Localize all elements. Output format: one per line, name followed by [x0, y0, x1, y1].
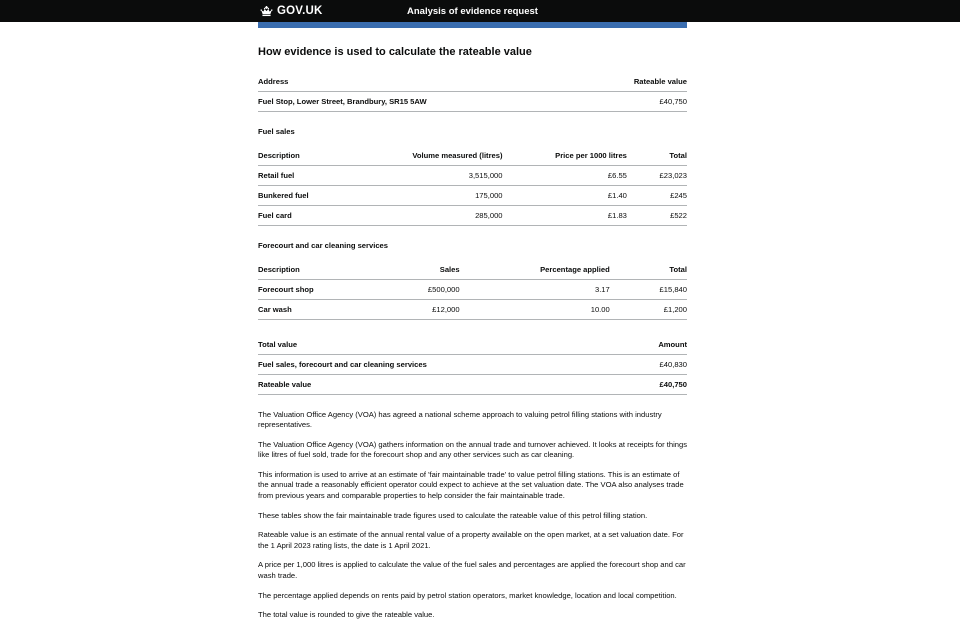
total-cell: £15,840 [610, 280, 687, 300]
volume-cell: 285,000 [387, 206, 503, 226]
table-row [258, 166, 687, 186]
table-row [258, 280, 687, 300]
column-header-volume: Volume measured (litres) [387, 146, 503, 166]
description-cell: Fuel card [258, 206, 387, 226]
table-row [258, 375, 687, 395]
column-header-percentage: Percentage applied [460, 260, 610, 280]
table-row [258, 92, 687, 112]
volume-cell: 175,000 [387, 186, 503, 206]
fuel-sales-table [258, 127, 687, 226]
description-cell: Retail fuel [258, 166, 387, 186]
rateable-value-amount-cell: £40,750 [558, 375, 687, 395]
description-cell: Forecourt shop [258, 280, 387, 300]
rateable-value-cell: £40,750 [558, 92, 687, 112]
table-row [258, 206, 687, 226]
column-header-description: Description [258, 260, 387, 280]
percentage-cell: 10.00 [460, 300, 610, 320]
total-label-cell: Fuel sales, forecourt and car cleaning services [258, 355, 558, 375]
table-row [258, 300, 687, 320]
price-cell: £6.55 [503, 166, 627, 186]
price-cell: £1.40 [503, 186, 627, 206]
description-cell: Car wash [258, 300, 387, 320]
fuel-sales-caption: Fuel sales [258, 127, 295, 136]
column-header-total-value: Total value [258, 335, 558, 355]
explanatory-paragraph: The Valuation Office Agency (VOA) gathers information on the annual trade and turnover achieved. It looks at receipts for things like litres of fuel sold, trade for the forecourt shop and any other services such as car cleaning. [258, 440, 688, 460]
column-header-total: Total [627, 146, 687, 166]
column-header-description: Description [258, 146, 387, 166]
address-table [258, 72, 687, 112]
column-header-amount: Amount [558, 335, 687, 355]
total-value-table [258, 335, 687, 395]
description-cell: Bunkered fuel [258, 186, 387, 206]
main-content [258, 28, 687, 630]
total-cell: £245 [627, 186, 687, 206]
price-cell: £1.83 [503, 206, 627, 226]
table-header-row [258, 146, 687, 166]
header-inner [258, 0, 687, 22]
column-header-total: Total [610, 260, 687, 280]
explanatory-paragraph: These tables show the fair maintainable trade figures used to calculate the rateable value of this petrol filling station. [258, 510, 648, 520]
explanatory-paragraph: A price per 1,000 litres is applied to calculate the value of the fuel sales and percentages are applied the forecourt shop and car wash trade. [258, 560, 686, 580]
total-cell: £1,200 [610, 300, 687, 320]
column-header-address: Address [258, 72, 558, 92]
page-title: How evidence is used to calculate the rateable value [258, 46, 532, 58]
address-cell: Fuel Stop, Lower Street, Brandbury, SR15 5AW [258, 92, 558, 112]
rateable-value-label-cell: Rateable value [258, 375, 558, 395]
column-header-sales: Sales [387, 260, 460, 280]
sales-cell: £12,000 [387, 300, 460, 320]
table-row [258, 355, 687, 375]
volume-cell: 3,515,000 [387, 166, 503, 186]
table-header-row [258, 72, 687, 92]
explanatory-paragraph: The percentage applied depends on rents paid by petrol station operators, market knowledge, location and local competition. [258, 590, 677, 600]
explanatory-paragraph: Rateable value is an estimate of the annual rental value of a property available on the open market, at a set valuation date. For the 1 April 2023 rating lists, the date is 1 April 2021. [258, 530, 684, 550]
table-header-row [258, 260, 687, 280]
total-cell: £522 [627, 206, 687, 226]
sales-cell: £500,000 [387, 280, 460, 300]
percentage-cell: 3.17 [460, 280, 610, 300]
explanatory-paragraph: This information is used to arrive at an estimate of 'fair maintainable trade' to value petrol filling stations. This is an estimate of the annual trade a reasonably efficient operator could expect to achieve at the set valuation date. The VOA also analyses trade from previous years and comparable properties to help consider the fair maintainable trade. [258, 470, 684, 500]
column-header-price: Price per 1000 litres [503, 146, 627, 166]
govuk-logo-link[interactable] [260, 0, 323, 22]
forecourt-table [258, 241, 687, 320]
forecourt-caption: Forecourt and car cleaning services [258, 241, 388, 250]
table-row [258, 186, 687, 206]
govuk-header-bar [0, 0, 960, 22]
table-header-row [258, 335, 687, 355]
service-title: Analysis of evidence request [407, 5, 538, 17]
explanatory-paragraph: The Valuation Office Agency (VOA) has agreed a national scheme approach to valuing petrol filling stations with industry representatives. [258, 410, 662, 430]
crown-icon [260, 6, 273, 17]
column-header-rateable-value: Rateable value [558, 72, 687, 92]
explanatory-paragraph: The total value is rounded to give the rateable value. [258, 610, 435, 620]
total-amount-cell: £40,830 [558, 355, 687, 375]
total-cell: £23,023 [627, 166, 687, 186]
govuk-logo-text: GOV.UK [277, 5, 323, 17]
